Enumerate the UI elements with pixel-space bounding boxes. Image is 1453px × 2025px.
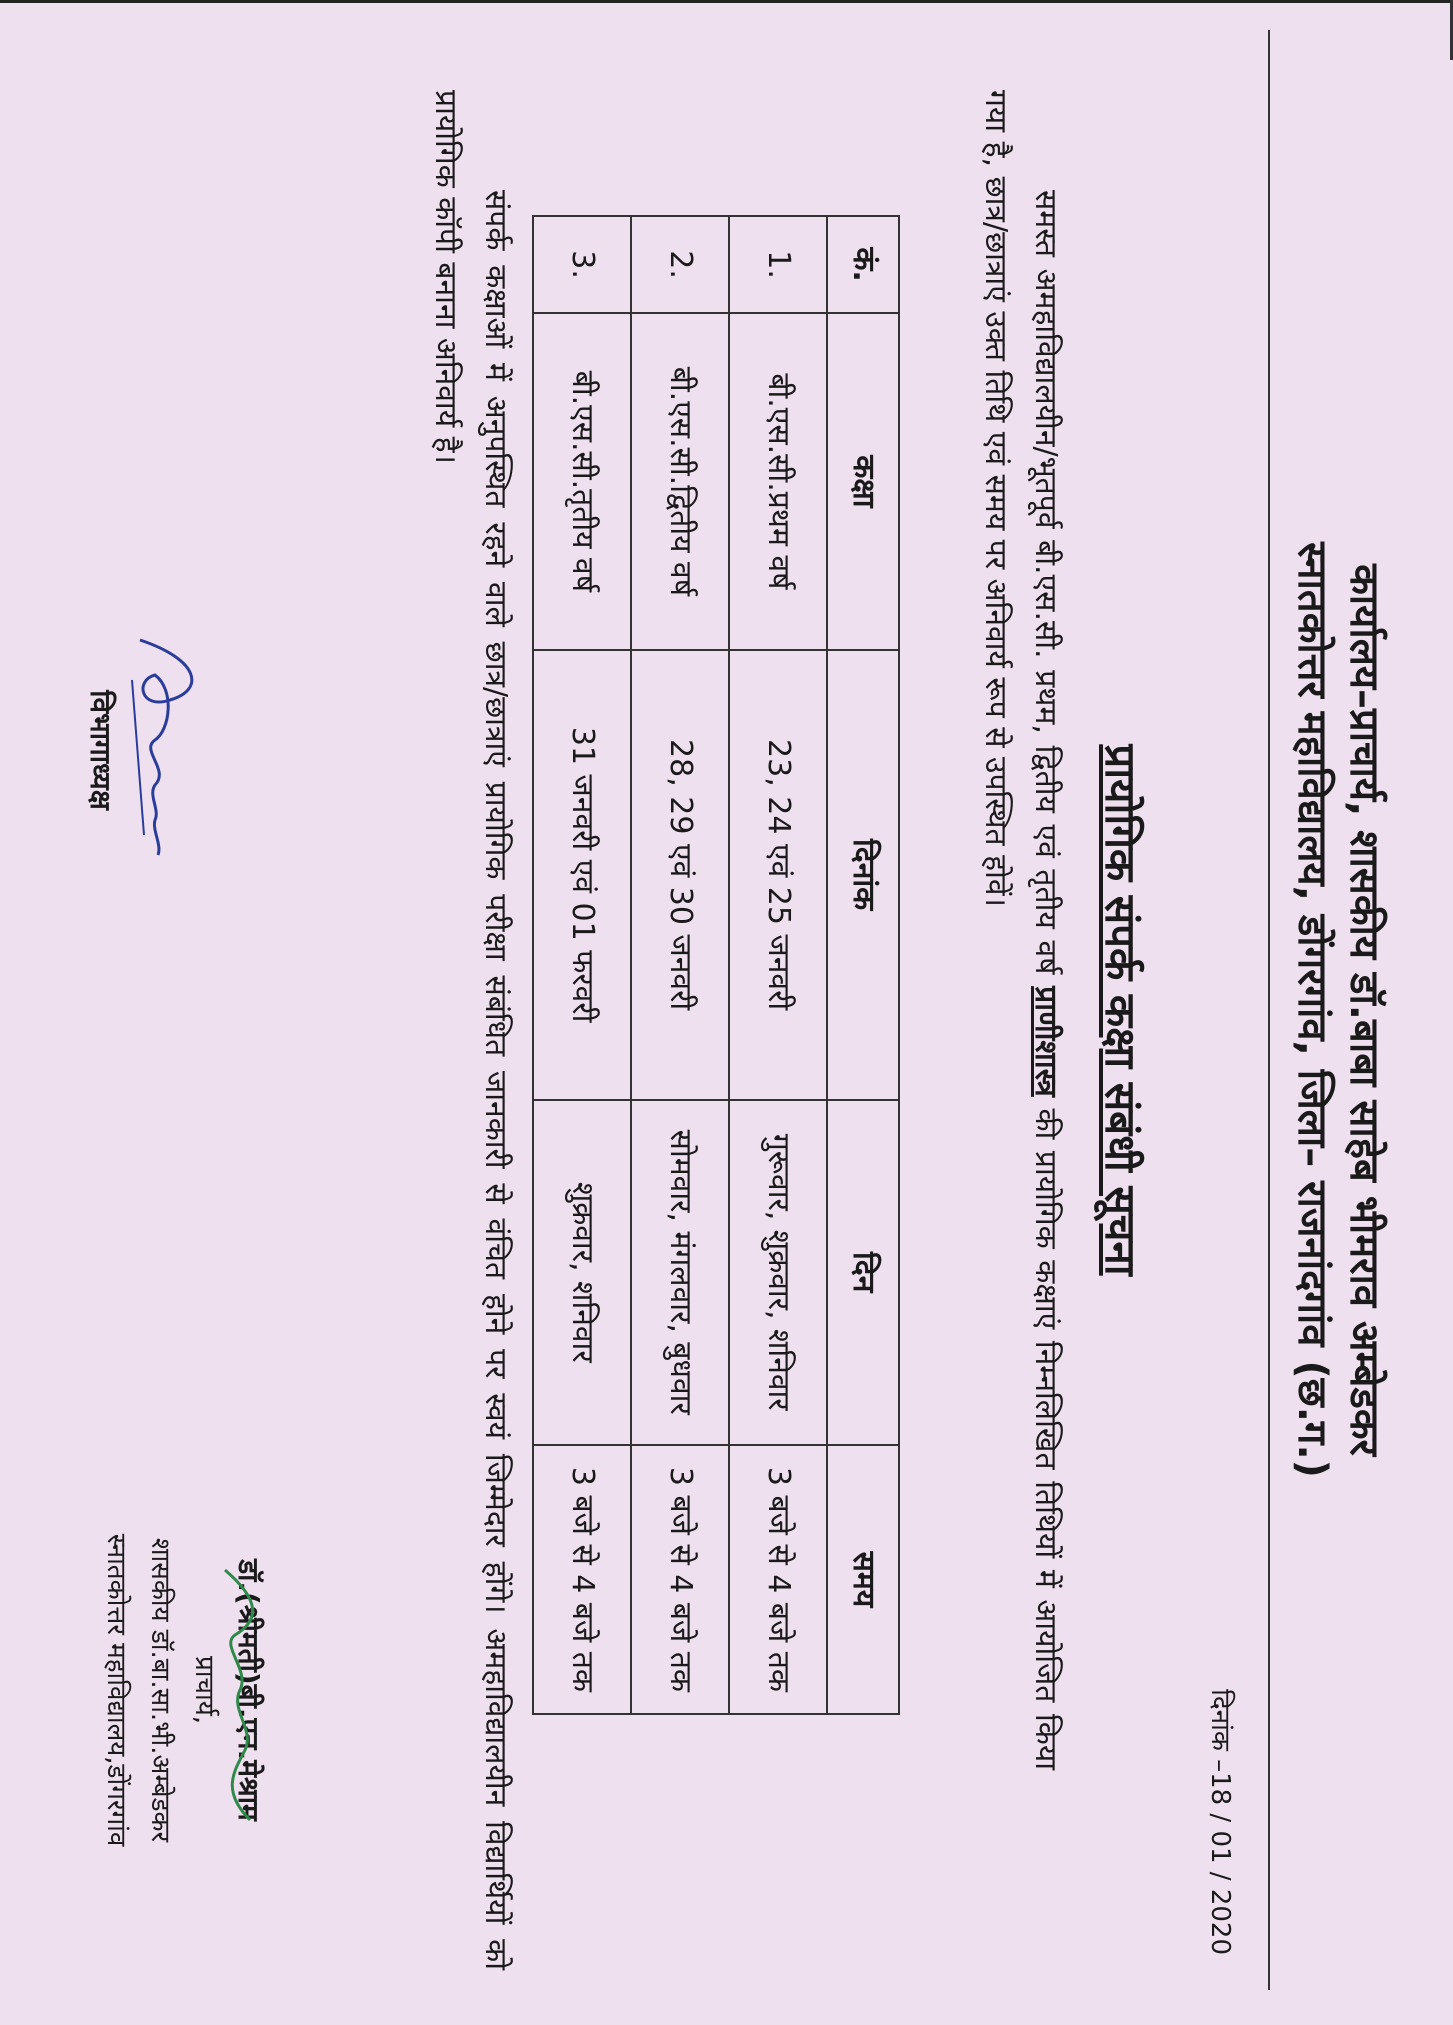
hod-label: विभागाध्यक्ष (84, 690, 117, 810)
table-row (631, 216, 729, 1714)
table-row (729, 216, 827, 1714)
cell-class: बी.एस.सी.प्रथम वर्ष (729, 313, 827, 650)
cell-time: 3 बजे से 4 बजे तक (533, 1445, 631, 1714)
principal-designation: प्राचार्य, (189, 1655, 219, 1725)
header-divider (1268, 30, 1270, 1990)
office-header-line2: स्नातकोत्तर महाविद्यालय, डोंगरगांव, जिला– राजनांदगांव (छ.ग.) (1289, 542, 1335, 1478)
principal-signature-block (94, 1410, 270, 1970)
col-header-class: कक्षा (827, 313, 899, 650)
cell-time: 3 बजे से 4 बजे तक (729, 1445, 827, 1714)
notice-date: दिनांक –18 / 01 / 2020 (1205, 1689, 1235, 1955)
cell-day: गुरूवार, शुक्रवार, शनिवार (729, 1100, 827, 1445)
attendance-note (420, 90, 520, 1970)
col-header-day: दिन (827, 1100, 899, 1445)
cell-date: 28, 29 एवं 30 जनवरी (631, 650, 729, 1100)
intro-paragraph (970, 90, 1070, 1770)
cell-class: बी.एस.सी.तृतीय वर्ष (533, 313, 631, 650)
principal-institution-line2: स्नातकोत्तर महाविद्यालय,डोंगरगांव (101, 1533, 131, 1847)
principal-signature-icon (200, 1540, 280, 1840)
cell-serial: 2. (631, 216, 729, 313)
col-header-serial: कं. (827, 216, 899, 313)
cell-time: 3 बजे से 4 बजे तक (631, 1445, 729, 1714)
intro-subject: प्राणीशास्त्र (1028, 986, 1063, 1097)
cell-date: 31 जनवरी एवं 01 फरवरी (533, 650, 631, 1100)
col-header-date: दिनांक (827, 650, 899, 1100)
cell-date: 23, 24 एवं 25 जनवरी (729, 650, 827, 1100)
schedule-table (532, 215, 900, 1715)
principal-name: डॉ.(श्रीमती)बी.एन.मेश्राम (232, 1559, 265, 1821)
col-header-time: समय (827, 1445, 899, 1714)
table-row (533, 216, 631, 1714)
table-header-row (827, 216, 899, 1714)
hod-signature-icon (120, 620, 210, 880)
cell-serial: 1. (729, 216, 827, 313)
notice-title: प्रायोगिक संपर्क कक्षा संबंधी सूचना (1096, 744, 1145, 1276)
intro-text-1: समस्त अमहाविद्यालयीन/भूतपूर्व बी.एस.सी. प्रथम, द्वितीय एवं तृतीय वर्ष (1028, 190, 1063, 987)
cell-serial: 3. (533, 216, 631, 313)
hod-signature-block (80, 620, 200, 880)
attendance-note-text: संपर्क कक्षाओं में अनुपस्थित रहने वाले छात्र/छात्राएं प्रायोगिक परीक्षा संबंधित जानकारी से वंचित होने पर स्वयं जिम्मेदार होंगे। अमहाविद्यालयीन विद्यार्थियों को प्रायोगिक कॉपी बनाना अनिवार्य है। (428, 90, 513, 1970)
principal-institution-line1: शासकीय डॉ.बा.सा.भी.अम्बेडकर (145, 1537, 175, 1843)
rotated-notice-page (0, 30, 1400, 1990)
scan-edge-top (0, 0, 1453, 3)
intro-text-2: की प्रायोगिक कक्षाएं निम्नलिखित तिथियों में आयोजित किया गया है, छात्र/छात्राएं उक्त तिथि एवं समय पर अनिवार्य रूप से उपस्थित होवें। (978, 90, 1063, 1770)
cell-day: सोमवार, मंगलवार, बुधवार (631, 1100, 729, 1445)
office-header-line1: कार्यालय–प्राचार्य, शासकीय डॉ.बाबा साहेब भीमराव अम्बेडकर (1341, 564, 1387, 1456)
cell-class: बी.एस.सी.द्वितीय वर्ष (631, 313, 729, 650)
cell-day: शुक्रवार, शनिवार (533, 1100, 631, 1445)
